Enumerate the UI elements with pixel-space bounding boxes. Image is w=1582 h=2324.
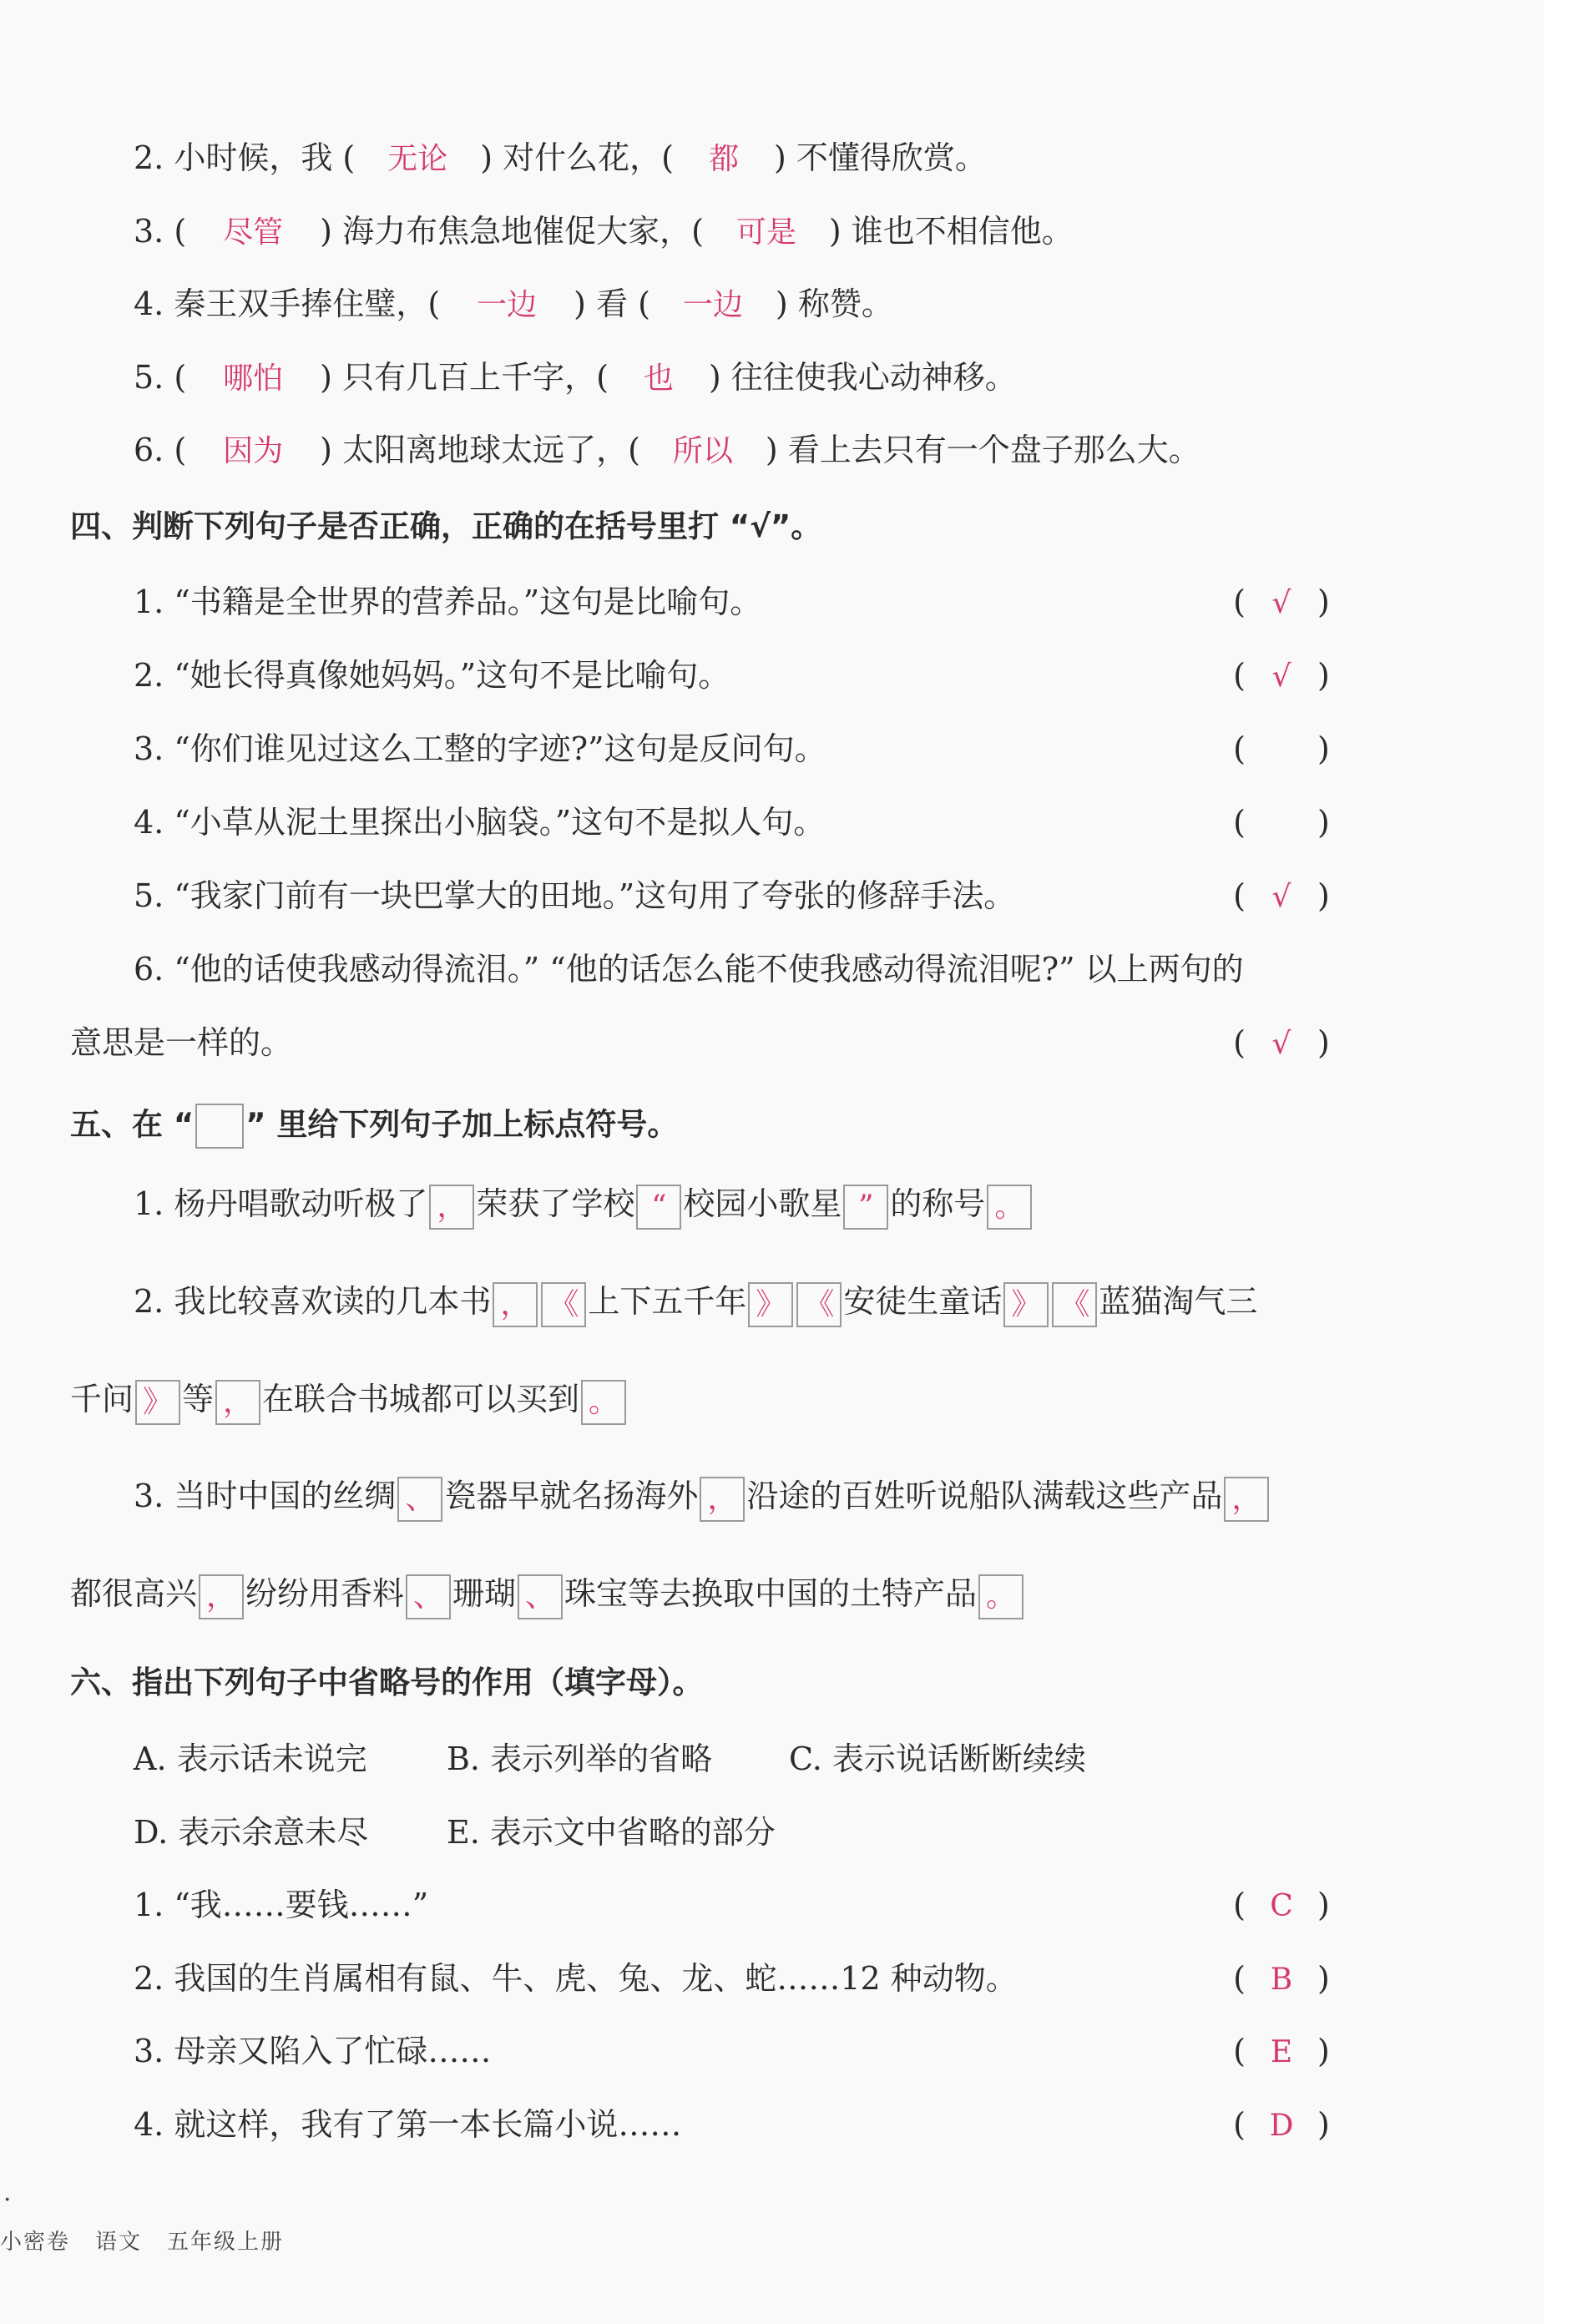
paren: ) — [1317, 2106, 1330, 2143]
punct-box[interactable]: 》 — [748, 1282, 793, 1327]
s5-q3-line2 — [70, 1574, 1544, 1619]
punct-box[interactable]: ， — [1224, 1477, 1269, 1522]
section5-title — [70, 1104, 1544, 1149]
item-text: ) 对什么花，( — [480, 139, 674, 176]
answer-letter: C — [1270, 1889, 1293, 1923]
option-b: B. 表示列举的省略 — [447, 1740, 713, 1777]
punct-box[interactable]: “ — [636, 1185, 681, 1230]
item-text: 2. 小时候，我 ( — [134, 139, 356, 176]
q-text: 的称号 — [890, 1185, 986, 1222]
paren: ( — [1233, 804, 1246, 841]
s5-q2-line1 — [134, 1281, 1544, 1327]
punct-box[interactable]: 《 — [796, 1282, 842, 1327]
paren: ( — [1233, 1887, 1246, 1923]
punct-box[interactable]: ， — [199, 1574, 244, 1619]
s4-answer-5 — [1215, 876, 1348, 917]
answer-letter: E — [1270, 2035, 1293, 2069]
q-text: 2. 我比较喜欢读的几本书 — [134, 1283, 492, 1320]
item-text: ) 看上去只有一个盘子那么大。 — [765, 432, 1200, 468]
s6-answer-1 — [1215, 1885, 1348, 1927]
option-a: A. 表示话未说完 — [134, 1740, 367, 1777]
punct-box[interactable]: ， — [493, 1282, 538, 1327]
punct-box[interactable]: ， — [700, 1477, 745, 1522]
item-text: ) 看 ( — [574, 285, 650, 322]
q-text: 瓷器早就名扬海外 — [444, 1478, 699, 1514]
answer-letter: B — [1270, 1963, 1293, 1997]
option-d: D. 表示余意未尽 — [134, 1814, 369, 1851]
q-text: 蓝猫淘气三 — [1099, 1283, 1258, 1320]
paren: ) — [1317, 804, 1330, 841]
s6-answer-2 — [1215, 1958, 1348, 2000]
section4-title: 四、判断下列句子是否正确，正确的在括号里打 “√”。 — [70, 508, 822, 544]
paren: ( — [1233, 1960, 1246, 1997]
q-text: 珠宝等去换取中国的土特产品 — [564, 1575, 978, 1612]
paren: ) — [1317, 730, 1330, 767]
punct-box[interactable]: 》 — [1003, 1282, 1049, 1327]
item-text: 5. ( — [134, 359, 187, 396]
s6-item-4: 4. 就这样，我有了第一本长篇小说…… — [134, 2106, 682, 2143]
s3-item-5 — [134, 357, 1544, 399]
title-text: 五、在 “ — [70, 1106, 195, 1143]
s6-item-3: 3. 母亲又陷入了忙碌…… — [134, 2033, 492, 2069]
q-text: 荣获了学校 — [476, 1185, 635, 1222]
answer-text: 无论 — [387, 142, 448, 176]
s6-answer-4 — [1215, 2104, 1348, 2146]
punct-box[interactable]: 》 — [135, 1380, 180, 1425]
paren: ) — [1317, 584, 1330, 620]
q-text: 沿途的百姓听说船队满载这些产品 — [746, 1478, 1223, 1514]
paren: ) — [1317, 2033, 1330, 2069]
item-text: ) 谁也不相信他。 — [828, 213, 1074, 250]
q-text: 上下五千年 — [588, 1283, 747, 1320]
punct-box[interactable]: ， — [429, 1185, 474, 1230]
paren: ) — [1317, 657, 1330, 694]
s6-item-1: 1. “我……要钱……” — [134, 1887, 429, 1923]
item-text: 5. “我家门前有一块巴掌大的田地。”这句用了夸张的修辞手法。 — [134, 877, 1016, 914]
paren: ( — [1233, 2033, 1246, 2069]
punct-box[interactable]: 。 — [581, 1380, 626, 1425]
title-text: ” 里给下列句子加上标点符号。 — [245, 1106, 679, 1143]
q-text: 在联合书城都可以买到 — [262, 1381, 580, 1417]
item-text: ) 不懂得欣赏。 — [773, 139, 987, 176]
paren: ( — [1233, 730, 1246, 767]
punct-box[interactable]: ” — [843, 1185, 888, 1230]
item-text: ) 往往使我心动神移。 — [708, 359, 1017, 396]
item-text: ) 称赞。 — [775, 285, 893, 322]
answer-text: 因为 — [223, 434, 284, 468]
q-text: 都很高兴 — [70, 1575, 198, 1612]
paren: ) — [1317, 1024, 1330, 1061]
punct-box[interactable]: 、 — [518, 1574, 563, 1619]
answer-mark: √ — [1271, 880, 1291, 914]
item-text: 4. “小草从泥土里探出小脑袋。”这句不是拟人句。 — [134, 804, 826, 841]
item-text: ) 只有几百上千字，( — [320, 359, 609, 396]
q-text: 珊瑚 — [452, 1575, 517, 1612]
q-text: 3. 当时中国的丝绸 — [134, 1478, 397, 1514]
s4-answer-2 — [1215, 655, 1348, 697]
punct-box[interactable]: ， — [215, 1380, 260, 1425]
answer-text: 哪怕 — [223, 361, 284, 396]
q-text: 千问 — [70, 1381, 134, 1417]
s3-item-2 — [134, 138, 1544, 179]
s4-answer-6 — [1215, 1023, 1348, 1064]
s3-item-4 — [134, 284, 1544, 326]
option-c: C. 表示说话断断续续 — [789, 1740, 1086, 1777]
footer-grade: 五年级上册 — [167, 2230, 285, 2255]
q-text: 等 — [182, 1381, 215, 1417]
item-text: 2. “她长得真像她妈妈。”这句不是比喻句。 — [134, 657, 730, 694]
punct-box[interactable]: 《 — [1052, 1282, 1097, 1327]
page-dot: · — [3, 2185, 12, 2215]
item-text: 3. ( — [134, 213, 187, 250]
s6-options-row1 — [134, 1739, 1544, 1779]
paren: ( — [1233, 1024, 1246, 1061]
paren: ( — [1233, 2106, 1246, 2143]
punct-box[interactable]: 《 — [541, 1282, 586, 1327]
paren: ) — [1317, 877, 1330, 914]
s5-q2-line2 — [70, 1379, 1544, 1425]
paren: ) — [1317, 1887, 1330, 1923]
answer-text: 可是 — [735, 215, 796, 250]
s3-item-6 — [134, 430, 1544, 472]
s6-item-2: 2. 我国的生肖属相有鼠、牛、虎、兔、龙、蛇……12 种动物。 — [134, 1960, 1018, 1997]
punct-box[interactable]: 、 — [397, 1477, 442, 1522]
answer-text: 尽管 — [223, 215, 284, 250]
punct-box[interactable]: 。 — [978, 1574, 1023, 1619]
s4-answer-1 — [1215, 582, 1348, 624]
item-text: 1. “书籍是全世界的营养品。”这句是比喻句。 — [134, 584, 762, 620]
item-text: 6. ( — [134, 432, 187, 468]
answer-text: 所以 — [672, 434, 733, 468]
paren: ( — [1233, 584, 1246, 620]
answer-mark: √ — [1271, 659, 1291, 694]
s3-item-3 — [134, 211, 1544, 253]
q-text: 校园小歌星 — [683, 1185, 842, 1222]
q-text: 纷纷用香料 — [245, 1575, 405, 1612]
paren: ) — [1317, 1960, 1330, 1997]
page-footer — [0, 2225, 309, 2256]
item-text: 4. 秦王双手捧住璧，( — [134, 285, 441, 322]
item-text: 3. “你们谁见过这么工整的字迹?”这句是反问句。 — [134, 730, 826, 767]
footer-subject: 语文 — [95, 2230, 143, 2255]
s5-q3-line1 — [134, 1476, 1544, 1522]
item-text: ) 太阳离地球太远了，( — [320, 432, 640, 468]
section6-title: 六、指出下列句子中省略号的作用（填字母）。 — [70, 1665, 704, 1700]
example-box — [195, 1104, 244, 1149]
answer-mark: √ — [1271, 1027, 1291, 1061]
answer-letter: D — [1269, 2109, 1294, 2143]
s4-answer-4 — [1215, 802, 1348, 842]
answer-mark: √ — [1271, 586, 1291, 620]
s6-answer-3 — [1215, 2031, 1348, 2073]
answer-text: 一边 — [477, 288, 538, 322]
paren: ( — [1233, 657, 1246, 694]
q-text: 1. 杨丹唱歌动听极了 — [134, 1185, 428, 1222]
item-text: ) 海力布焦急地催促大家，( — [320, 213, 704, 250]
answer-text: 也 — [643, 361, 674, 396]
answer-text: 都 — [708, 142, 739, 176]
footer-book: 小密卷 — [0, 2230, 71, 2255]
q-text: 安徒生童话 — [843, 1283, 1003, 1320]
punct-box[interactable]: 。 — [987, 1185, 1032, 1230]
s4-answer-3 — [1215, 729, 1348, 769]
paren: ( — [1233, 877, 1246, 914]
option-e: E. 表示文中省略的部分 — [447, 1814, 776, 1851]
s5-q1 — [134, 1184, 1544, 1230]
answer-text: 一边 — [682, 288, 743, 322]
punct-box[interactable]: 、 — [406, 1574, 451, 1619]
s4-item-6-line2: 意思是一样的。 — [70, 1024, 293, 1061]
s4-item-6-line1: 6. “他的话使我感动得流泪。” “他的话怎么能不使我感动得流泪呢?” 以上两句的 — [134, 951, 1244, 988]
s6-options-row2 — [134, 1812, 1544, 1852]
